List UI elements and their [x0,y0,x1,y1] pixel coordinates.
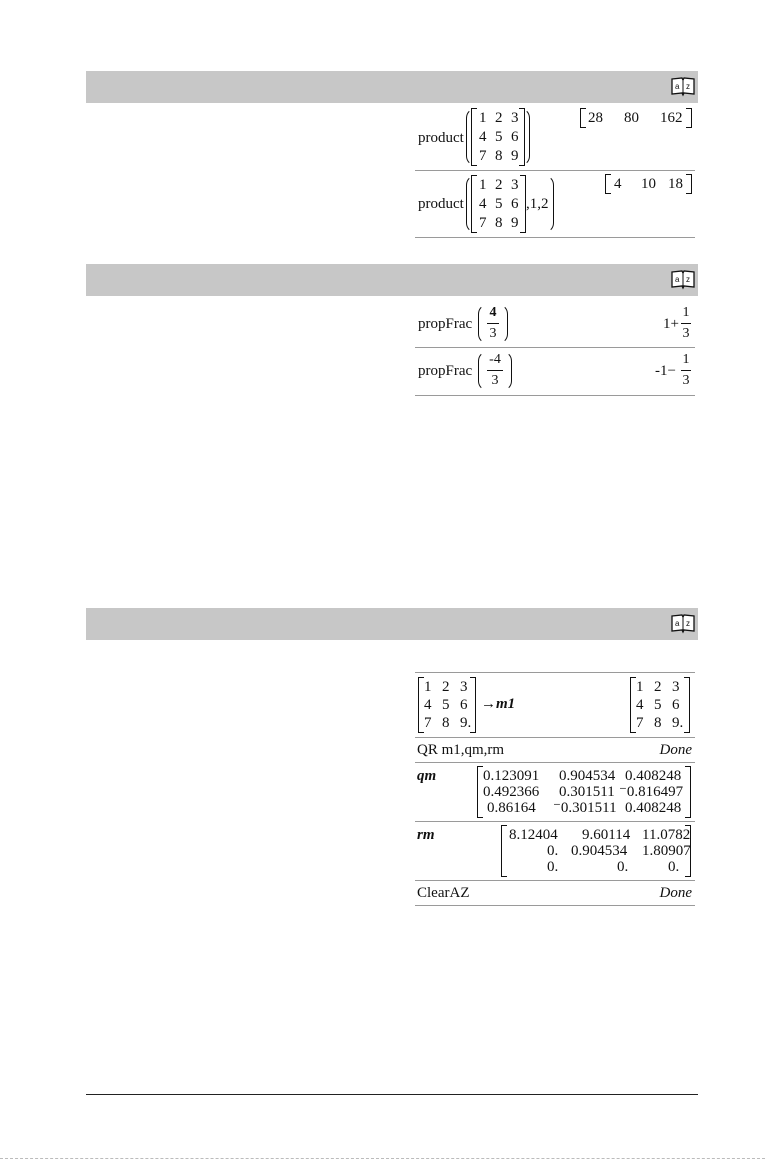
matrix-cell: 8 [495,148,503,164]
matrix-cell: 4 [636,697,644,713]
matrix-cell: 7 [479,215,487,231]
matrix-cell: 3 [672,679,680,695]
matrix-cell: 0. [668,859,680,875]
rm-label: rm [417,827,435,843]
matrix-cell: 2 [495,177,503,193]
qr-examples [415,672,695,906]
product-example-1 [415,106,695,171]
fraction-numerator: -4 [489,352,501,367]
qm-label: qm [417,768,437,784]
matrix-cell: 1 [479,177,487,193]
store-to-m1: →m1 [481,696,516,712]
rm-matrix [501,825,691,877]
qr-input-matrix [418,677,476,733]
page-edge [0,1158,765,1159]
matrix-cell: 8 [495,215,503,231]
propfrac-whole-part: -1− [655,363,676,379]
result-cell: 18 [668,176,683,192]
matrix-cell: 2 [654,679,662,695]
matrix-cell: 3 [460,679,468,695]
matrix-cell: 3 [511,177,519,193]
fraction-numerator: 1 [682,352,690,367]
matrix-cell: 0.408248 [625,800,682,816]
catalog-book-icon [670,268,696,290]
result-cell: 4 [614,176,622,192]
section-header-product [86,71,698,103]
clearaz-row [415,881,695,906]
propfrac-example-1 [415,301,695,348]
catalog-book-icon [670,612,696,634]
matrix-cell: 9. [672,715,684,731]
qr-command-result: Done [659,742,692,758]
matrix-cell: 11.0782 [642,827,691,843]
matrix-cell: 0.904534 [559,768,616,784]
matrix-cell: 0.408248 [625,768,682,784]
matrix-cell: 4 [479,129,487,145]
matrix-cell: 0.301511 [559,784,615,800]
matrix-cell: 2 [442,679,450,695]
matrix-cell: 6 [511,196,519,212]
section-header-qr [86,608,698,640]
qr-result-matrix [630,677,690,733]
matrix-cell: 0.123091 [483,768,540,784]
svg-text:a: a [675,619,680,628]
matrix-cell: 1 [636,679,644,695]
propfrac-whole-part: 1+ [663,316,679,332]
rm-row [415,822,695,881]
matrix-cell: 0. [547,843,559,859]
catalog-book-icon [670,75,696,97]
matrix-cell: 7 [636,715,644,731]
qm-matrix [477,766,691,818]
qr-command: QR m1,qm,rm [417,742,505,758]
matrix-cell: 8 [442,715,450,731]
product-result-1 [580,108,692,128]
svg-text:z: z [686,619,690,628]
fraction-numerator: 4 [489,305,497,320]
matrix-cell: ⁻0.816497 [619,784,684,800]
result-cell: 162 [660,110,683,126]
propfrac-examples [415,301,695,396]
matrix-cell: 9. [460,715,472,731]
fraction-denominator: 3 [491,373,499,388]
matrix-cell: 1 [424,679,432,695]
matrix-cell: 7 [479,148,487,164]
matrix-cell: 4 [424,697,432,713]
matrix-cell: 2 [495,110,503,126]
propfrac-example-2 [415,348,695,396]
matrix-cell: 9 [511,148,519,164]
matrix-cell: 5 [495,196,503,212]
product-matrix-arg [466,108,530,166]
section-header-propfrac [86,264,698,296]
matrix-cell: 3 [511,110,519,126]
clearaz-command: ClearAZ [417,885,470,901]
qm-row [415,763,695,822]
product-fn: product [418,196,464,212]
product-matrix-arg [466,175,554,233]
product-result-2 [605,174,692,194]
matrix-cell: 0.492366 [483,784,540,800]
propfrac-arg-2 [478,351,512,391]
fraction-denominator: 3 [682,326,690,341]
matrix-cell: 5 [442,697,450,713]
matrix-cell: 6 [511,129,519,145]
clearaz-result: Done [659,885,692,901]
matrix-cell: 5 [654,697,662,713]
matrix-cell: 6 [460,697,468,713]
matrix-cell: 1.80907 [642,843,691,859]
matrix-cell: 1 [479,110,487,126]
svg-text:z: z [686,275,690,284]
qr-command-row [415,738,695,763]
matrix-cell: 5 [495,129,503,145]
product-fn: product [418,130,464,146]
fraction-denominator: 3 [489,326,497,341]
matrix-cell: ⁻0.301511 [553,800,617,816]
fraction-numerator: 1 [682,305,690,320]
matrix-cell: 6 [672,697,680,713]
product-example-2 [415,171,695,238]
fraction-denominator: 3 [682,373,690,388]
svg-text:z: z [686,82,690,91]
result-cell: 28 [588,110,603,126]
matrix-cell: 8 [654,715,662,731]
matrix-cell: 0. [617,859,629,875]
matrix-cell: 7 [424,715,432,731]
svg-text:a: a [675,275,680,284]
propfrac-arg-1 [478,304,508,344]
footer-rule [86,1094,698,1095]
matrix-cell: 0.904534 [571,843,628,859]
matrix-cell: 8.12404 [509,827,558,843]
product-extra-args: ,1,2 [526,196,549,212]
svg-text:a: a [675,82,680,91]
propfrac-fn: propFrac [418,363,473,379]
result-cell: 10 [641,176,656,192]
matrix-cell: 0.86164 [487,800,536,816]
matrix-cell: 0. [547,859,559,875]
result-cell: 80 [624,110,639,126]
matrix-cell: 4 [479,196,487,212]
product-examples [415,106,695,238]
matrix-cell: 9 [511,215,519,231]
propfrac-fn: propFrac [418,316,473,332]
matrix-cell: 9.60114 [582,827,631,843]
qr-store-row [415,673,695,738]
